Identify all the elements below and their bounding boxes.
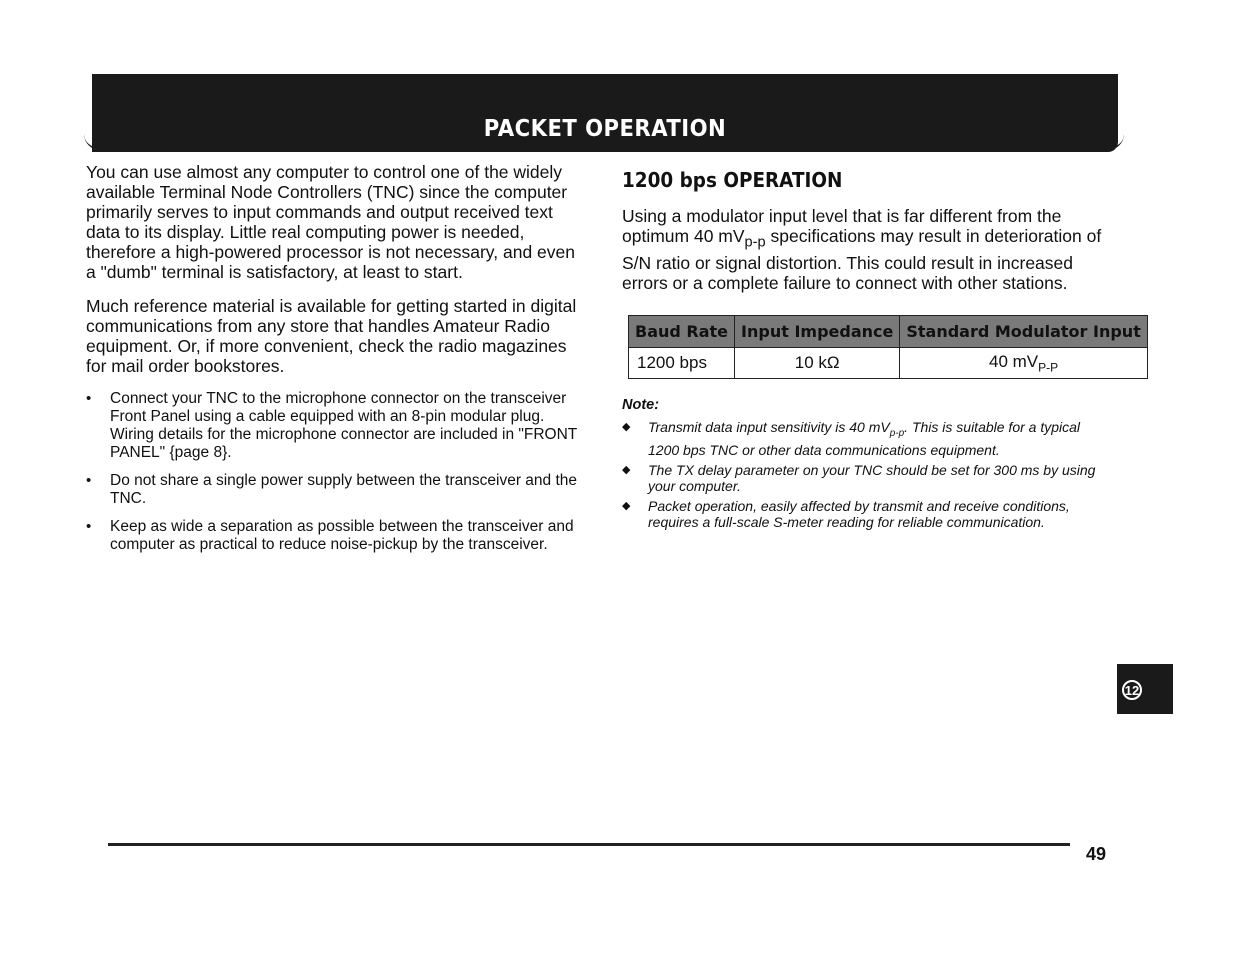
list-item-text: Do not share a single power supply between the transceiver and the TNC.: [110, 472, 578, 507]
reference-paragraph: Much reference material is available for getting started in digital communications from any store that handles Amateur Radio equipment. Or, if more convenient, check the radio magazines for mail order bookstores.: [86, 296, 577, 376]
operation-paragraph: Using a modulator input level that is far different from the optimum 40 $mV_{p-p}$ specifications may result in deterioration of S/N ratio or signal distortion. This could result in increased errors or a complete failure to connect with other stations.: [622, 206, 1102, 293]
table-header: Standard Modulator Input: [900, 315, 1148, 347]
table-row: [629, 347, 1148, 378]
bullet-icon: •: [86, 390, 92, 407]
note-item: ◆ The TX delay parameter on your TNC should be set for 300 ms by using your computer.: [622, 461, 1096, 494]
diamond-icon: ◆: [622, 499, 631, 512]
table-cell-baud: 1200 bps: [629, 347, 735, 378]
note-item: ◆ Packet operation, easily affected by transmit and receive conditions, requires a full-scale S-meter reading for reliable communication.: [622, 497, 1070, 530]
spec-table: [628, 315, 1148, 379]
table-header-row: [629, 315, 1148, 347]
tips-list: [86, 390, 586, 554]
left-column: [86, 162, 586, 564]
table-header: Baud Rate: [629, 315, 735, 347]
table-header: Input Impedance: [735, 315, 900, 347]
notes-list: [622, 419, 1114, 530]
table-cell-modulator: 40 $mV_{P-P}$: [900, 347, 1148, 378]
note-label: Note:: [622, 396, 660, 413]
subsection-heading: 1200 bps OPERATION: [622, 168, 843, 192]
right-column: [622, 168, 1141, 534]
bullet-icon: •: [86, 472, 92, 489]
note-item: ◆ Transmit data input sensitivity is 40 $mV_{p-p}$. This is suitable for a typical 1200 bps TNC or other data communications equipment.: [622, 418, 1081, 458]
bullet-icon: •: [86, 518, 92, 535]
intro-paragraph: You can use almost any computer to control one of the widely available Terminal Node Controllers (TNC) since the computer primarily serves to input commands and output received text data to its display. Little real computing power is needed, therefore a high-powered processor is not necessary, and even a "dumb" terminal is satisfactory, at least to start.: [86, 162, 575, 282]
diamond-icon: ◆: [622, 420, 631, 433]
footer-rule: [108, 843, 1070, 846]
page-number: 49: [1086, 844, 1107, 864]
section-title: PACKET OPERATION: [483, 116, 727, 142]
list-item: [86, 518, 586, 554]
list-item-text: Keep as wide a separation as possible between the transceiver and computer as practical to reduce noise-pickup by the transceiver.: [110, 518, 574, 553]
chapter-number-badge: 12: [1122, 680, 1142, 700]
diamond-icon: ◆: [622, 463, 631, 476]
table-cell-impedance: 10 kΩ: [735, 347, 900, 378]
list-item: [86, 472, 586, 508]
list-item-text: Connect your TNC to the microphone connector on the transceiver Front Panel using a cable equipped with an 8-pin modular plug. Wiring details for the microphone connector are included in "FRONT PANEL" {page 8}.: [110, 390, 577, 461]
list-item: [86, 390, 586, 462]
